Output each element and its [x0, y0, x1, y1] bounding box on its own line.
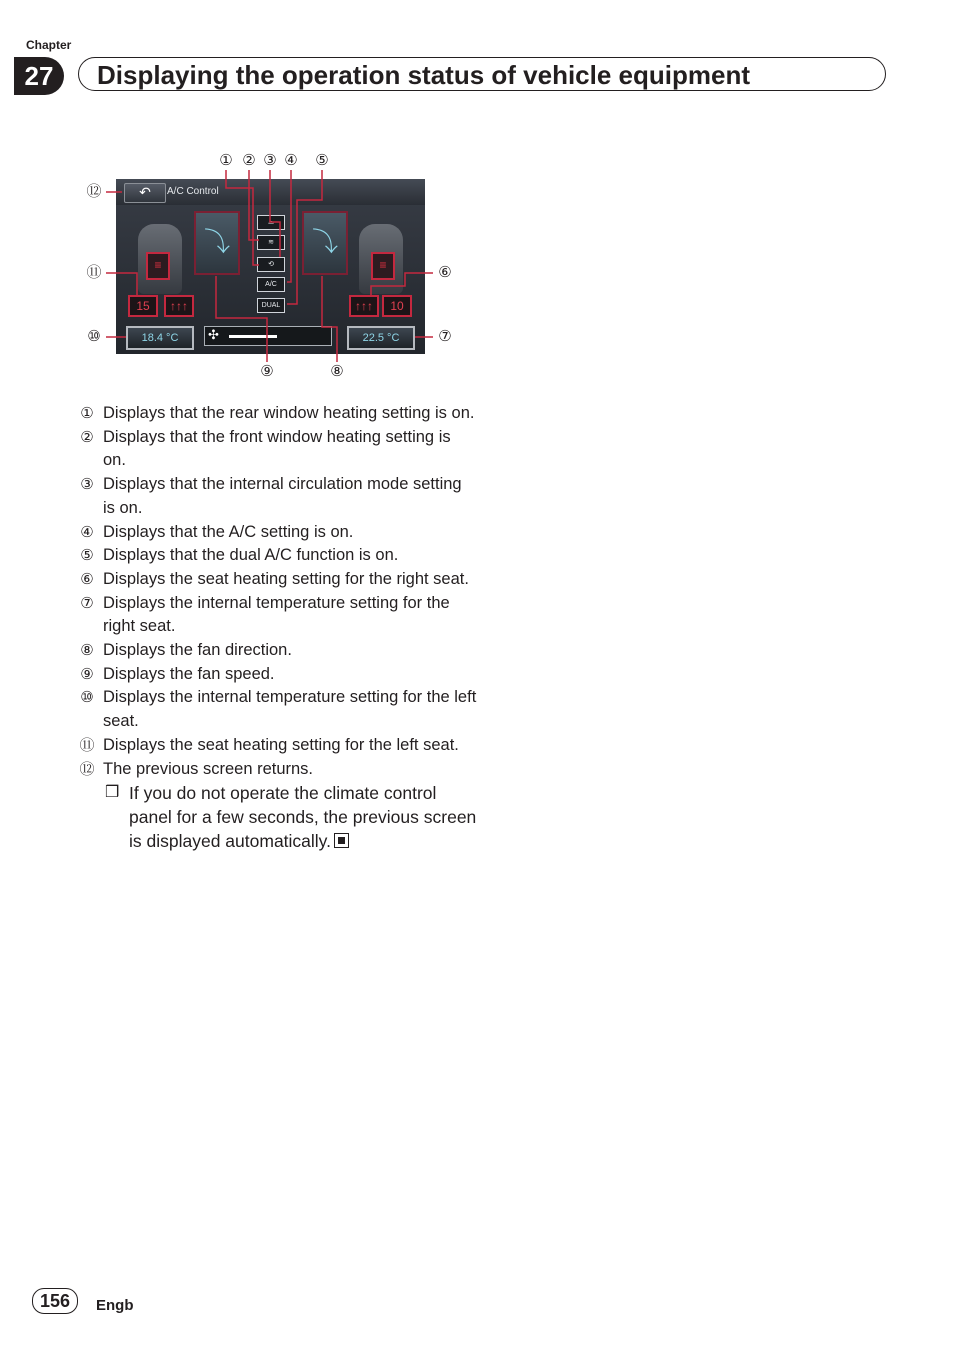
item-text: Displays that the front window heating setting is on.: [103, 427, 451, 470]
language-code: Engb: [96, 1297, 134, 1314]
dual-indicator: DUAL: [257, 298, 285, 313]
item-text: Displays the fan speed.: [103, 664, 275, 683]
end-of-section-icon: [334, 833, 349, 848]
list-item: [78, 402, 478, 426]
chapter-label: Chapter: [26, 38, 72, 52]
list-item: [78, 758, 478, 782]
note-text: If you do not operate the climate control panel for a few seconds, the previous screen is displayed automatically.: [129, 783, 477, 852]
item-number: ①: [80, 405, 94, 422]
back-arrow-icon: ↶: [139, 184, 151, 200]
heat-arrows-icon: ↑↑↑: [170, 299, 188, 313]
list-item: [78, 568, 478, 592]
fan-icon: ✣: [208, 327, 219, 342]
list-item: [78, 639, 478, 663]
screen-title: A/C Control: [167, 186, 219, 197]
callout-6: ⑥: [438, 264, 452, 281]
callout-12: ⑫: [86, 183, 102, 200]
item-text: Displays the seat heating setting for the left seat.: [103, 735, 459, 754]
item-number: ⑧: [80, 642, 94, 660]
checkbox-note-icon: ❒: [105, 784, 120, 802]
item-number: ④: [80, 523, 94, 541]
callout-1: ①: [219, 152, 233, 169]
callout-3: ③: [263, 152, 277, 169]
list-item: [78, 592, 478, 639]
left-seat-heat-icon: ≡: [146, 252, 170, 280]
ac-indicator: A/C: [257, 277, 285, 292]
chapter-number-tab: 27: [14, 57, 64, 95]
callout-5: ⑤: [315, 152, 329, 169]
callout-description-list: [78, 402, 478, 853]
item-number: ③: [80, 476, 94, 494]
list-item: [78, 734, 478, 758]
list-item: [78, 426, 478, 473]
list-item: [78, 473, 478, 520]
item-text: Displays the fan direction.: [103, 641, 292, 660]
left-temperature: 18.4 °C: [126, 326, 194, 350]
left-seat-heat-level: 15: [128, 295, 158, 317]
ac-control-figure: [0, 0, 954, 400]
list-item: [78, 663, 478, 687]
callout-7: ⑦: [438, 328, 452, 345]
right-seat-heat-level: 10: [382, 295, 412, 317]
list-item: [78, 686, 478, 733]
callout-10: ⑩: [87, 328, 101, 345]
callout-4: ④: [284, 152, 298, 169]
item-number: ⑦: [80, 594, 94, 612]
heat-arrows-icon: ↑↑↑: [355, 299, 373, 313]
item-text: Displays that the internal circulation mode setting is on.: [103, 475, 462, 517]
item-text: The previous screen returns.: [103, 759, 314, 778]
item-number: ⑨: [80, 665, 94, 683]
callout-11: ⑪: [86, 264, 102, 281]
note: [78, 781, 478, 853]
item-text: Displays the seat heating setting for the right seat.: [103, 569, 469, 588]
item-text: Displays that the rear window heating setting is on.: [103, 404, 475, 422]
right-temperature: 22.5 °C: [347, 326, 415, 350]
right-seat-heat-icon: ≡: [371, 252, 395, 280]
fan-direction-arrow-icon: ⤵: [311, 227, 338, 257]
callout-8: ⑧: [330, 363, 344, 380]
callout-leader-lines: [0, 0, 954, 400]
item-text: Displays that the dual A/C function is on.: [103, 546, 399, 565]
callout-9: ⑨: [260, 363, 274, 380]
list-item: [78, 544, 478, 568]
item-number: ⑥: [80, 570, 94, 588]
recirculation-icon: ⟲: [268, 261, 274, 268]
item-number: ⑪: [79, 736, 95, 754]
item-number: ⑤: [80, 547, 94, 565]
item-number: ⑩: [80, 689, 94, 707]
front-defrost-icon: ≋: [268, 239, 274, 246]
callout-2: ②: [242, 152, 256, 169]
rear-defrost-icon: ⌓: [268, 219, 274, 226]
chapter-title: Displaying the operation status of vehicle equipment: [78, 57, 886, 91]
item-text: Displays that the A/C setting is on.: [103, 522, 354, 541]
item-text: Displays the internal temperature setting for the right seat.: [103, 593, 450, 636]
list-item: [78, 521, 478, 545]
item-number: ⑫: [79, 760, 95, 778]
page-number: 156: [32, 1288, 78, 1314]
fan-direction-arrow-icon: ⤵: [203, 227, 230, 257]
item-text: Displays the internal temperature setting for the left seat.: [103, 688, 477, 731]
item-number: ②: [80, 428, 94, 446]
